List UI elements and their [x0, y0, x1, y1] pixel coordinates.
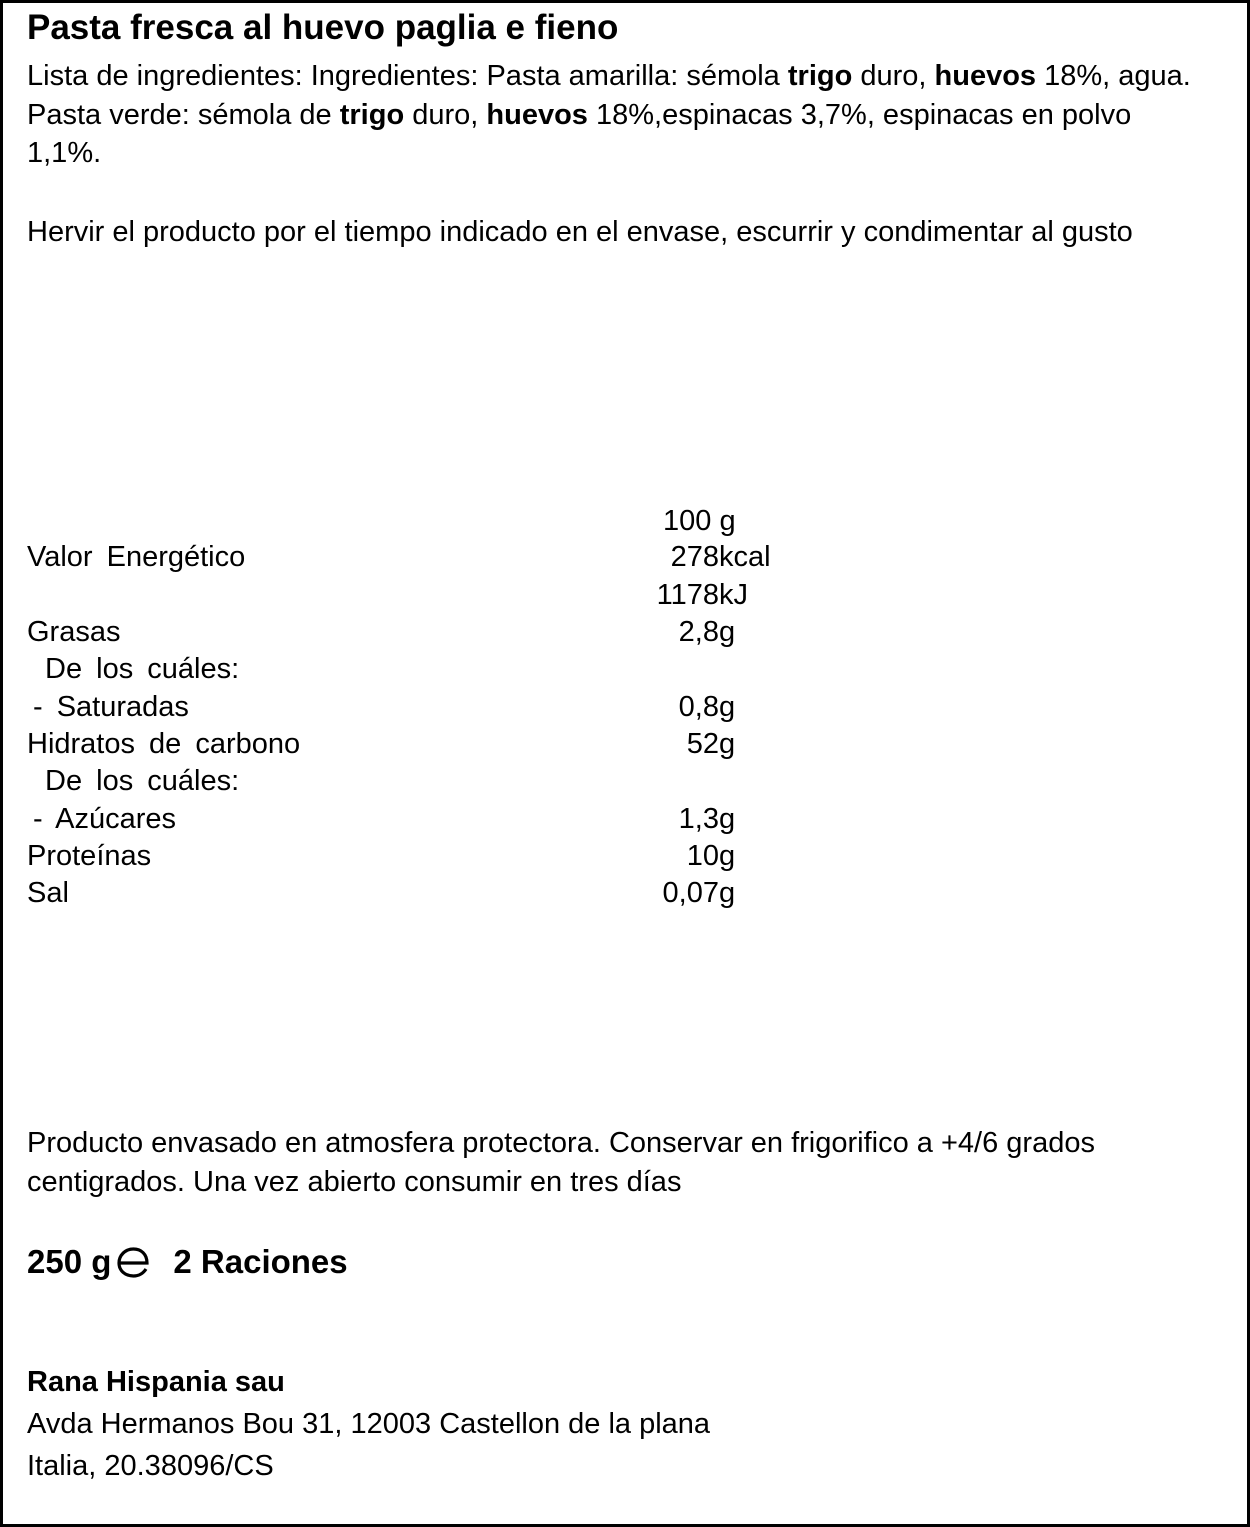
net-weight: 250 g [27, 1243, 112, 1280]
nutrient-unit: g [719, 616, 736, 648]
nutrient-label: Proteínas [27, 840, 152, 872]
nutrient-value: 1178 [656, 579, 719, 611]
nutrient-label: Grasas [27, 616, 121, 648]
nutrient-unit: kcal [719, 541, 771, 573]
nutrition-row [27, 725, 827, 763]
storage-instructions: Producto envasado en atmosfera protectora. Conservar en frigorifico a +4/6 grados centigrados. Una vez abierto consumir en tres días [27, 1127, 1095, 1198]
nutrient-unit: g [719, 877, 736, 909]
nutrient-value: 0,8 [678, 691, 719, 723]
company-registry: Italia, 20.38096/CS [27, 1450, 274, 1482]
nutrient-unit: g [719, 691, 736, 723]
nutrient-value: 10 [686, 840, 719, 872]
company-name: Rana Hispania sau [27, 1366, 285, 1398]
net-quantity [27, 1241, 348, 1283]
ingredients-text: duro, [852, 60, 935, 92]
nutrient-label: Valor Energético [27, 541, 246, 573]
nutrient-label: - Azúcares [33, 803, 176, 835]
nutrition-row [27, 837, 827, 875]
ingredients-text: 18%, agua. Pasta verde: sémola de [27, 60, 1191, 131]
nutrient-unit: g [719, 803, 736, 835]
nutrition-header-row [27, 502, 827, 540]
servings: 2 Raciones [173, 1243, 348, 1280]
nutrition-row [27, 538, 827, 576]
estimated-sign-icon [113, 1246, 155, 1278]
nutrient-unit: g [719, 728, 736, 760]
nutrition-row [27, 800, 827, 838]
nutrient-unit: g [719, 840, 736, 872]
nutrient-label: Sal [27, 877, 69, 909]
nutrient-value: 2,8 [678, 616, 719, 648]
nutrition-row [27, 762, 827, 800]
nutrition-header: 100 g [663, 505, 736, 537]
allergen-eggs: huevos [486, 98, 588, 131]
ingredients-text: Lista de ingredientes: Ingredientes: Pasta amarilla: sémola [27, 60, 788, 92]
nutrient-label: De los cuáles: [45, 653, 240, 685]
nutrition-row [27, 576, 827, 614]
ingredients-text: duro, [404, 98, 487, 131]
nutrient-label: Hidratos de carbono [27, 728, 301, 760]
nutrient-value: 278 [670, 541, 719, 573]
cooking-instructions: Hervir el producto por el tiempo indicado en el envase, escurrir y condimentar al gusto [27, 216, 1133, 248]
nutrient-label: - Saturadas [33, 691, 189, 723]
product-title: Pasta fresca al huevo paglia e fieno [27, 8, 619, 47]
nutrient-value: 52 [686, 728, 719, 760]
ingredients-list [27, 57, 1207, 173]
nutrient-label: De los cuáles: [45, 765, 240, 797]
allergen-wheat: trigo [787, 60, 853, 92]
nutrition-row [27, 650, 827, 688]
allergen-eggs: huevos [934, 60, 1037, 92]
nutrition-row [27, 874, 827, 912]
nutrient-value: 1,3 [678, 803, 719, 835]
allergen-wheat: trigo [339, 98, 405, 131]
nutrient-value: 0,07 [662, 877, 719, 909]
nutrition-row [27, 688, 827, 726]
nutrition-row [27, 613, 827, 651]
nutrient-unit: kJ [719, 579, 748, 611]
company-address: Avda Hermanos Bou 31, 12003 Castellon de la plana [27, 1408, 711, 1440]
ingredients-text: 18%,espinacas 3,7%, espinacas en polvo 1,1%. [27, 98, 1132, 169]
